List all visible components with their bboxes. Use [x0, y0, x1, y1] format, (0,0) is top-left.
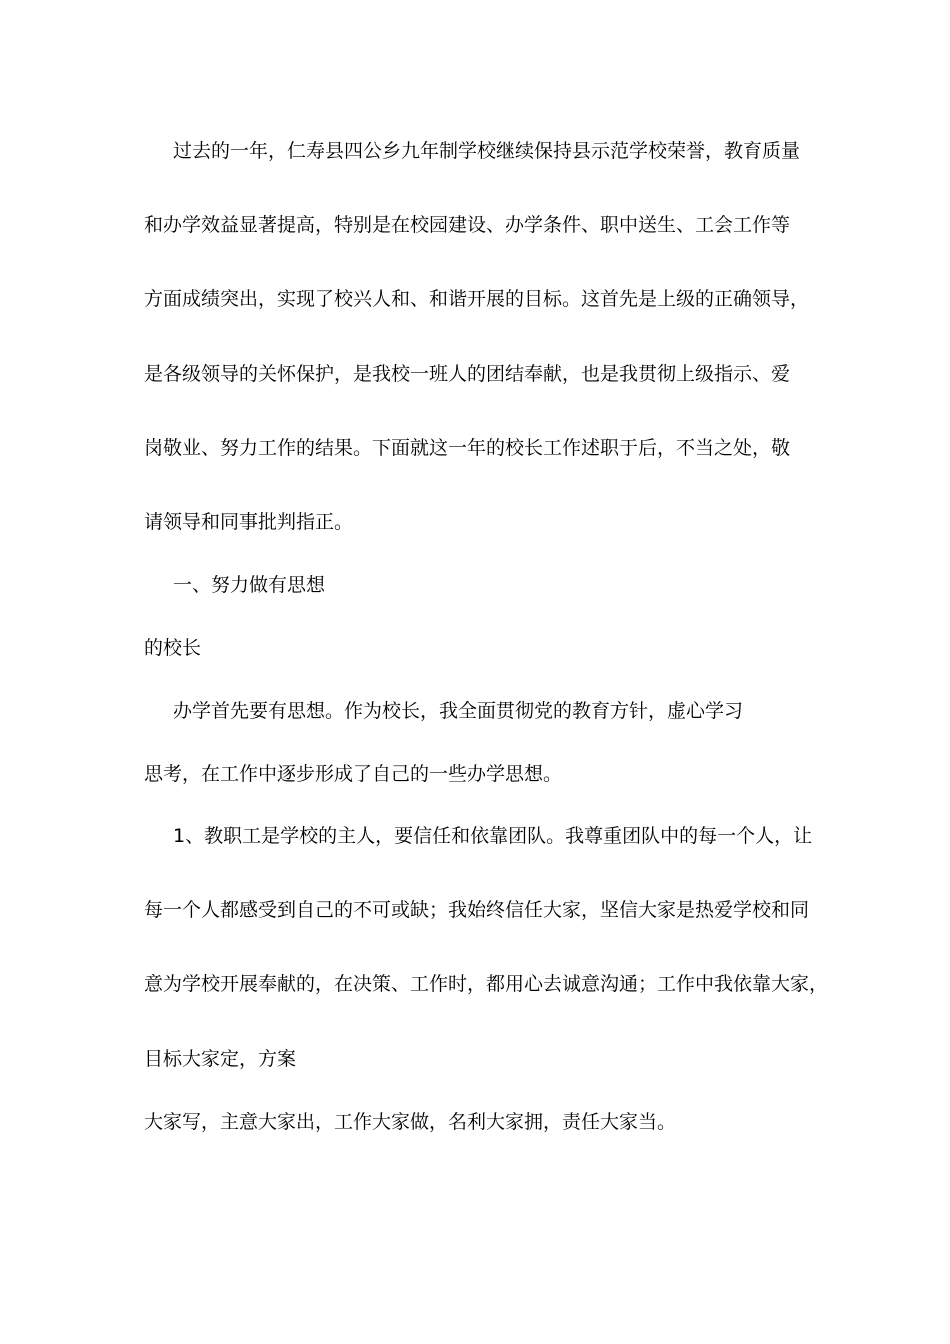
paragraph-3-line-3: 意为学校开展奉献的，在决策、工作时，都用心去诚意沟通；工作中我依靠大家，: [144, 973, 829, 995]
section-heading-line-1: 一、努力做有思想: [173, 574, 326, 596]
paragraph-1-line-5: 岗敬业、努力工作的结果。下面就这一年的校长工作述职于后，不当之处，敬: [144, 437, 791, 459]
paragraph-1-line-3: 方面成绩突出，实现了校兴人和、和谐开展的目标。这首先是上级的正确领导，: [144, 288, 810, 310]
paragraph-3-line-4: 目标大家定，方案: [144, 1048, 297, 1070]
paragraph-2-line-1: 办学首先要有思想。作为校长，我全面贯彻党的教育方针，虚心学习: [173, 700, 744, 722]
paragraph-1-line-4: 是各级领导的关怀保护，是我校一班人的团结奉献，也是我贯彻上级指示、爱: [144, 363, 791, 385]
paragraph-1-line-2: 和办学效益显著提高，特别是在校园建设、办学条件、职中送生、工会工作等: [144, 214, 791, 236]
paragraph-1-line-6: 请领导和同事批判指正。: [144, 511, 354, 533]
section-heading-line-2: 的校长: [144, 637, 202, 659]
paragraph-3-line-2: 每一个人都感受到自己的不可或缺；我始终信任大家，坚信大家是热爱学校和同: [144, 899, 810, 921]
paragraph-3-line-5: 大家写，主意大家出，工作大家做，名利大家拥，责任大家当。: [144, 1111, 677, 1133]
paragraph-1-line-1: 过去的一年，仁寿县四公乡九年制学校继续保持县示范学校荣誉，教育质量: [173, 140, 801, 162]
paragraph-2-line-2: 思考，在工作中逐步形成了自己的一些办学思想。: [144, 763, 563, 785]
paragraph-3-line-1: 1、教职工是学校的主人，要信任和依靠团队。我尊重团队中的每一个人，让: [173, 825, 813, 847]
